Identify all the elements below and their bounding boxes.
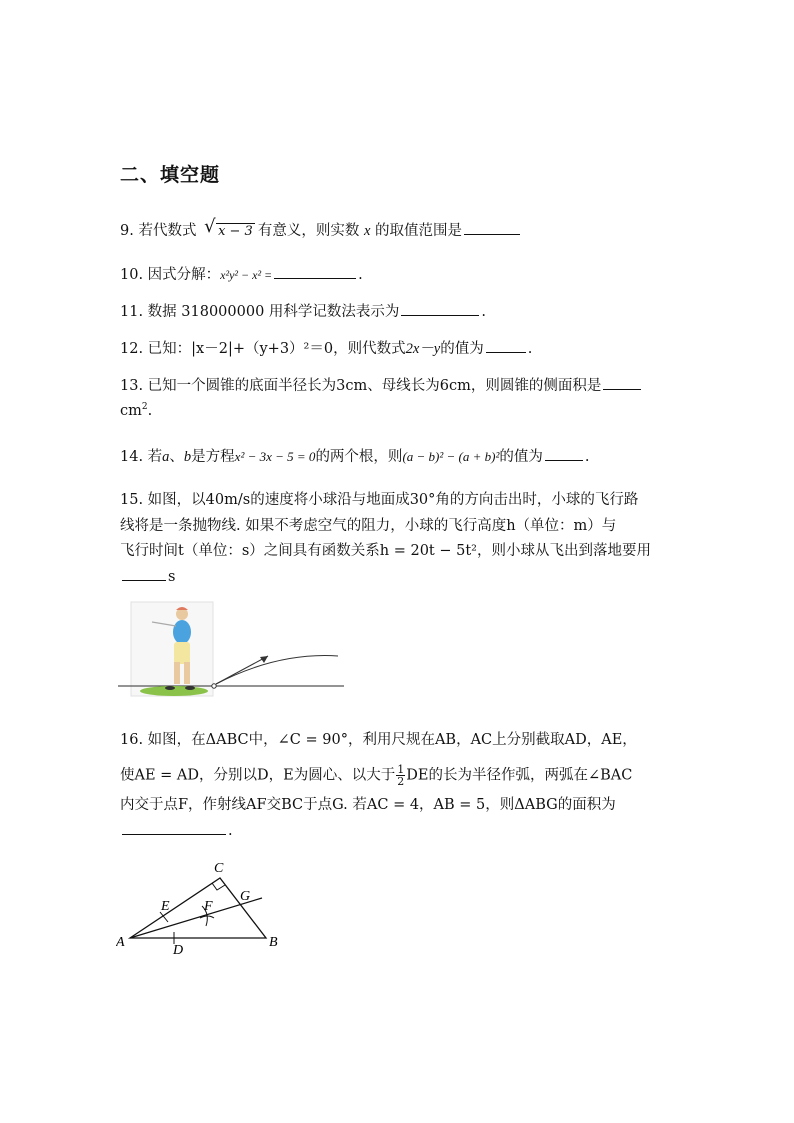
- answer-blank-14[interactable]: [545, 446, 583, 461]
- question-14: 14. 若a、b是方程x² − 3x − 5 = 0的两个根，则(a − b)² − (a + b)²的值为 .: [120, 446, 589, 467]
- answer-blank-15[interactable]: [122, 566, 166, 581]
- question-11: 11. 数据 318000000 用科学记数法表示为 .: [120, 301, 486, 322]
- answer-blank-9[interactable]: [464, 220, 520, 235]
- question-16-line2: 使AE = AD，分别以D，E为圆心、以大于 $\frac{1}{2}$ DE的长为半径作弧，两弧在∠BAC: [120, 763, 633, 788]
- figure-16-triangle: [116, 856, 296, 958]
- fraction-one-half: $\frac{1}{2}$: [397, 763, 405, 788]
- answer-blank-11[interactable]: [401, 301, 479, 316]
- figure-15-golfer: [118, 600, 348, 700]
- question-13: 13. 已知一个圆锥的底面半径长为3cm、母线长为6cm，则圆锥的侧面积是: [120, 375, 643, 396]
- question-16-line3: 内交于点F，作射线AF交BC于点G. 若AC = 4，AB = 5，则ΔABG的面积为: [120, 797, 616, 813]
- question-15-line3: 飞行时间t（单位：s）之间具有函数关系h = 20t − 5t²，则小球从飞出到落地要用: [120, 543, 651, 559]
- answer-blank-12[interactable]: [486, 338, 526, 353]
- question-15-line1: 15. 如图，以40m/s的速度将小球沿与地面成30°角的方向击出时，小球的飞行路: [120, 492, 639, 508]
- answer-blank-13[interactable]: [603, 375, 641, 390]
- question-12: 12. 已知：|x－2|+（y+3）²＝0，则代数式2x－y的值为 .: [120, 338, 532, 359]
- label-A: A: [116, 935, 125, 950]
- answer-blank-10[interactable]: [274, 264, 356, 279]
- label-C: C: [214, 861, 224, 876]
- section-title: 二、填空题: [120, 164, 221, 186]
- label-F: F: [204, 899, 213, 914]
- answer-blank-16[interactable]: [122, 820, 226, 835]
- question-13-line2: $cm^2$.: [120, 402, 153, 419]
- label-G: G: [240, 889, 251, 904]
- label-E: E: [161, 899, 170, 914]
- question-10: 10. 因式分解：x²y² − x² = .: [120, 264, 363, 285]
- sqrt-expression: √ x − 3: [204, 216, 253, 239]
- question-16-line4: .: [120, 820, 233, 841]
- question-9: 9. 若代数式 √ x − 3 有意义，则实数 x 的取值范围是: [120, 220, 522, 242]
- question-16-line1: 16. 如图，在ΔABC中，∠C = 90°，利用尺规在AB，AC上分别截取AD，AE，: [120, 732, 637, 748]
- label-D: D: [173, 943, 184, 958]
- question-15-line2: 线将是一条抛物线. 如果不考虑空气的阻力，小球的飞行高度h（单位：m）与: [120, 518, 617, 534]
- question-15-line4: s: [120, 566, 175, 587]
- label-B: B: [269, 935, 278, 950]
